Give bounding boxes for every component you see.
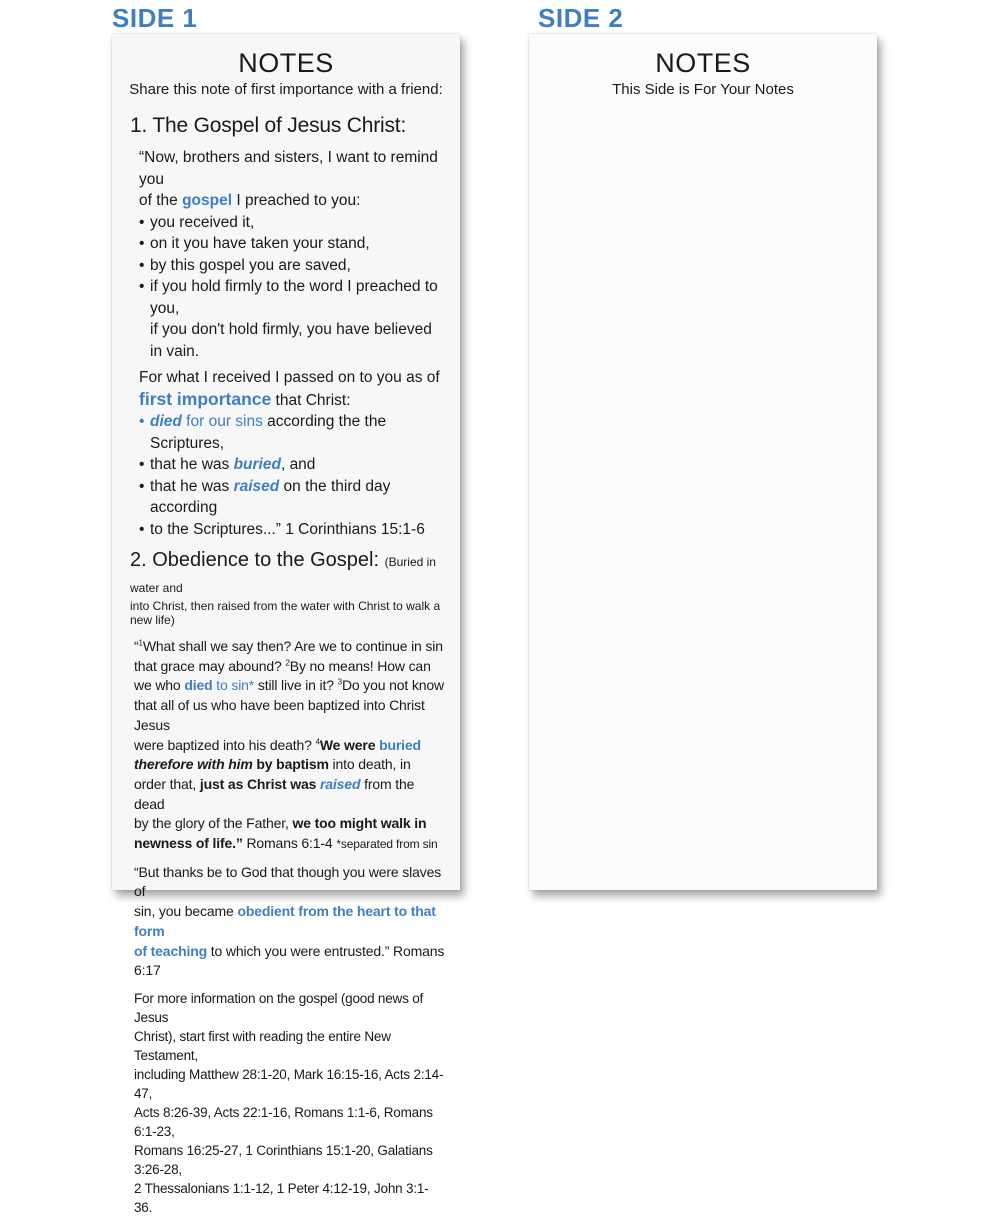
more-info — [134, 989, 446, 1217]
romans-line: we who died to sin* still live in it? $^3$Do you not know — [134, 677, 444, 694]
romans-line: that all of us who have been baptized into Christ Jesus — [134, 697, 425, 733]
bullet-raised: • that he was raised on the third day according — [139, 476, 446, 519]
obedience-heading: 2. Obedience to the Gospel: (Buried in water and — [130, 549, 436, 595]
side-2-card — [529, 34, 877, 890]
notes-area[interactable] — [539, 124, 867, 880]
more-info-line: including Matthew 28:1-20, Mark 16:15-16, Acts 2:14-47, — [134, 1066, 444, 1101]
romans-line: “$^1$What shall we say then? Are we to continue in sin — [134, 638, 443, 654]
first-importance-line: first importance that Christ: — [139, 388, 351, 409]
gospel-word: gospel — [182, 192, 233, 209]
more-info-line: For more information on the gospel (good news of Jesus — [134, 990, 424, 1025]
quote-line: of the gospel I preached to you: — [139, 192, 361, 209]
more-info-line: Christ), start first with reading the entire New Testament, — [134, 1028, 391, 1063]
romans-6-quote — [134, 637, 446, 981]
first-importance-text: first importance — [139, 388, 272, 409]
romans-line: newness of life.” Romans 6:1-4 *separated from sin — [134, 835, 438, 852]
romans-line: were baptized into his death? $^4$We were buried — [134, 736, 421, 753]
romans-6-17-line: “But thanks be to God that though you were slaves of — [134, 863, 442, 900]
side-2-title: NOTES — [655, 48, 751, 78]
side-1-card — [112, 34, 460, 1215]
received-line: For what I received I passed on to you as of — [139, 369, 440, 386]
romans-line: that grace may abound? $^2$By no means! How can — [134, 657, 431, 674]
gospel-heading: 1. The Gospel of Jesus Christ: — [130, 114, 407, 137]
side-1-label: SIDE 1 — [112, 3, 198, 33]
side-1-title: NOTES — [238, 48, 334, 78]
gospel-quote — [139, 147, 446, 540]
romans-line: by the glory of the Father, we too might walk in — [134, 815, 427, 832]
side-1-subtitle: Share this note of first importance with a friend: — [129, 81, 443, 98]
bullet-item: • if you hold firmly to the word I preached to you, — [139, 276, 446, 319]
romans-line: order that, just as Christ was raised from the dead — [134, 775, 415, 812]
bullet-scriptures: • to the Scriptures...” 1 Corinthians 15:1-6 — [139, 519, 446, 541]
more-info-line: Romans 16:25-27, 1 Corinthians 15:1-20, Galatians 3:26-28, — [134, 1142, 433, 1177]
bullet-item: • by this gospel you are saved, — [139, 255, 446, 277]
quote-line: “Now, brothers and sisters, I want to remind you — [139, 149, 438, 188]
romans-line: therefore with him by baptism into death, in — [134, 756, 411, 773]
more-info-line: 2 Thessalonians 1:1-12, 1 Peter 4:12-19, John 3:1-36. — [134, 1180, 429, 1215]
bullet-buried: • that he was buried, and — [139, 454, 446, 476]
obedience-note: into Christ, then raised from the water with Christ to walk a new life) — [130, 599, 441, 627]
more-info-line: Acts 8:26-39, Acts 22:1-16, Romans 1:1-6, Romans 6:1-23, — [134, 1104, 433, 1139]
bullet-item: • on it you have taken your stand, — [139, 233, 446, 255]
romans-6-17-line: sin, you became obedient from the heart to that form — [134, 903, 436, 939]
bullet-continuation: if you don't hold firmly, you have believed in vain. — [150, 321, 432, 360]
bullet-item: • you received it, — [139, 212, 446, 234]
romans-6-17-line: of teaching to which you were entrusted.” Romans 6:17 — [134, 942, 445, 979]
side-2-subtitle: This Side is For Your Notes — [612, 81, 794, 98]
bullet-died: • died for our sins according the the Scriptures, — [139, 411, 446, 454]
side-2-label: SIDE 2 — [538, 3, 624, 33]
